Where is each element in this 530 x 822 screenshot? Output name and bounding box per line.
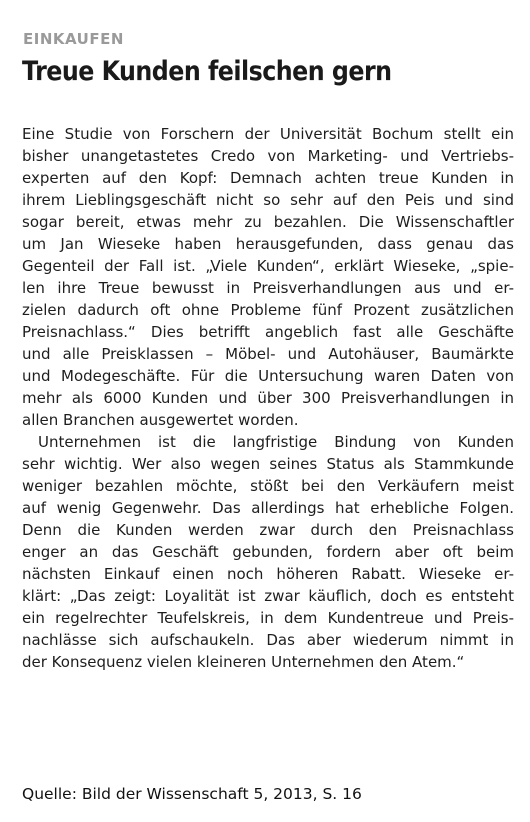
paragraph-2	[22, 431, 514, 673]
text-line: weniger bezahlen möchte, stößt bei den Verkäufern meist	[22, 477, 514, 495]
text-line: len ihre Treue bewusst in Preisverhandlungen aus und er-	[22, 279, 514, 297]
text-line: klärt: „Das zeigt: Loyalität ist zwar käuflich, doch es entsteht	[22, 587, 514, 605]
source-citation: Quelle: Bild der Wissenschaft 5, 2013, S. 16	[22, 785, 362, 803]
paragraph-1	[22, 123, 514, 431]
text-line: enger an das Geschäft gebunden, fordern aber oft beim	[22, 543, 514, 561]
text-line: ein regelrechter Teufelskreis, in dem Kundentreue und Preis-	[22, 609, 514, 627]
text-line: mehr als 6000 Kunden und über 300 Preisverhandlungen in	[22, 389, 514, 407]
text-line: ihrem Lieblingsgeschäft nicht so sehr auf den Peis und sind	[22, 191, 514, 209]
text-line: nächsten Einkauf einen noch höheren Rabatt. Wieseke er-	[22, 565, 514, 583]
text-line: Denn die Kunden werden zwar durch den Preisnachlass	[22, 521, 514, 539]
text-line: Gegenteil der Fall ist. „Viele Kunden“, erklärt Wieseke, „spie-	[22, 257, 514, 275]
section-label: EINKAUFEN	[23, 30, 124, 48]
text-line: und Modegeschäfte. Für die Untersuchung waren Daten von	[22, 367, 514, 385]
text-line: allen Branchen ausgewertet worden.	[22, 411, 299, 429]
text-line: der Konsequenz vielen kleineren Unternehmen den Atem.“	[22, 653, 465, 671]
text-line: sehr wichtig. Wer also wegen seines Status als Stammkunde	[22, 455, 514, 473]
article-headline: Treue Kunden feilschen gern	[22, 56, 392, 87]
text-line: Preisnachlass.“ Dies betrifft angeblich fast alle Geschäfte	[22, 323, 514, 341]
text-line: nachlässe sich aufschaukeln. Das aber wiederum nimmt in	[22, 631, 514, 649]
text-line: Unternehmen ist die langfristige Bindung von Kunden	[38, 433, 514, 451]
text-line: Eine Studie von Forschern der Universität Bochum stellt ein	[22, 125, 514, 143]
text-line: und alle Preisklassen – Möbel- und Autohäuser, Baumärkte	[22, 345, 514, 363]
text-line: bisher unangetastetes Credo von Marketing- und Vertriebs-	[22, 147, 514, 165]
article-body	[22, 123, 514, 673]
text-line: auf wenig Gegenwehr. Das allerdings hat erhebliche Folgen.	[22, 499, 514, 517]
text-line: zielen dadurch oft ohne Probleme fünf Prozent zusätzlichen	[22, 301, 514, 319]
text-line: experten auf den Kopf: Demnach achten treue Kunden in	[22, 169, 514, 187]
text-line: sogar bereit, etwas mehr zu bezahlen. Die Wissenschaftler	[22, 213, 514, 231]
text-line: um Jan Wieseke haben herausgefunden, dass genau das	[22, 235, 514, 253]
